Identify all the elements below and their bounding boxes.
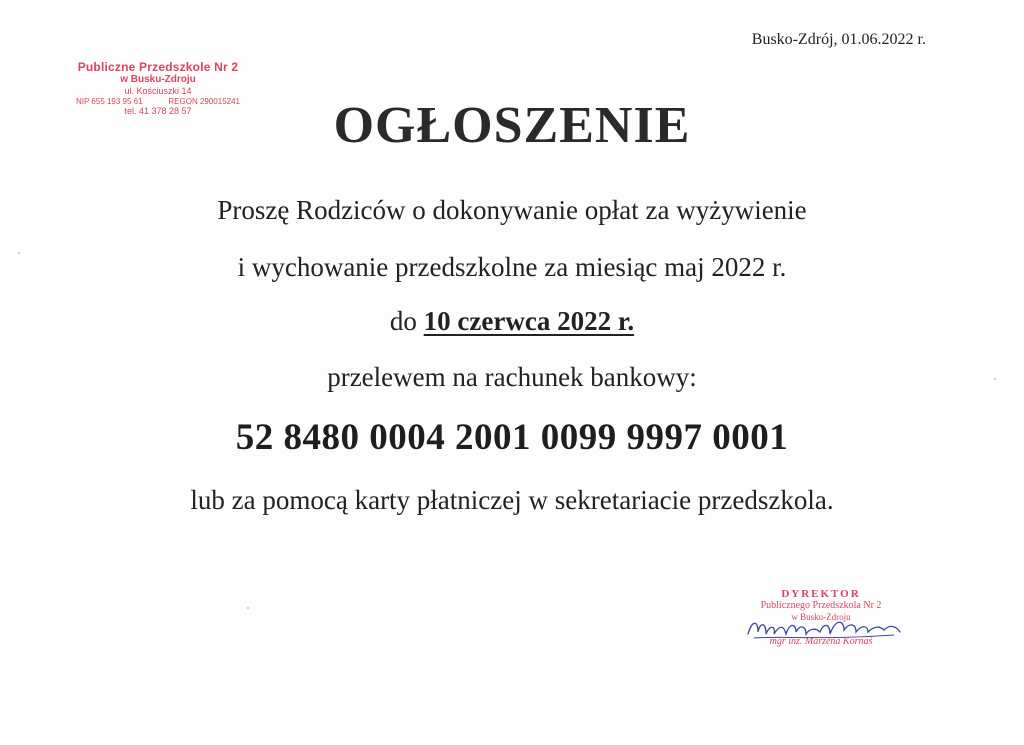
scan-speck bbox=[18, 252, 20, 254]
deadline-date: 10 czerwca 2022 r. bbox=[423, 306, 635, 336]
signature-underline bbox=[754, 635, 894, 638]
stamp-nip: NIP 655 193 95 61 bbox=[76, 96, 143, 106]
scan-speck bbox=[247, 607, 249, 609]
stamp-city: w Busku-Zdroju bbox=[120, 74, 196, 86]
stamp-phone: tel. 41 378 28 57 bbox=[124, 106, 192, 116]
signature-stroke bbox=[748, 622, 900, 634]
director-city: w Busku-Zdroju bbox=[791, 611, 851, 622]
notice-line-4: przelewem na rachunek bankowy: bbox=[327, 362, 697, 392]
director-signature bbox=[744, 614, 904, 644]
notice-title: OGŁOSZENIE bbox=[333, 97, 691, 154]
director-name: mgr inż. Marzena Kornaś bbox=[769, 635, 873, 647]
deadline-prefix: do bbox=[389, 306, 424, 336]
director-title: DYREKTOR bbox=[781, 588, 861, 600]
notice-line-1: Proszę Rodziców o dokonywanie opłat za wyżywienie bbox=[217, 195, 807, 225]
director-institution: Publicznego Przedszkola Nr 2 bbox=[760, 600, 882, 612]
date-line: Busko-Zdrój, 01.06.2022 r. bbox=[751, 31, 926, 48]
scan-speck bbox=[994, 378, 996, 380]
notice-line-5: lub za pomocą karty płatniczej w sekretariacie przedszkola. bbox=[190, 485, 834, 515]
stamp-street: ul. Kościuszki 14 bbox=[124, 85, 192, 96]
bank-account-number: 52 8480 0004 2001 0099 9997 0001 bbox=[235, 417, 789, 458]
stamp-regon: REGON 290015241 bbox=[168, 96, 240, 106]
notice-line-2: i wychowanie przedszkolne za miesiąc maj 2022 r. bbox=[237, 252, 787, 282]
notice-line-3 bbox=[0, 306, 1024, 337]
stamp-institution-name: Publiczne Przedszkole Nr 2 bbox=[77, 60, 239, 74]
